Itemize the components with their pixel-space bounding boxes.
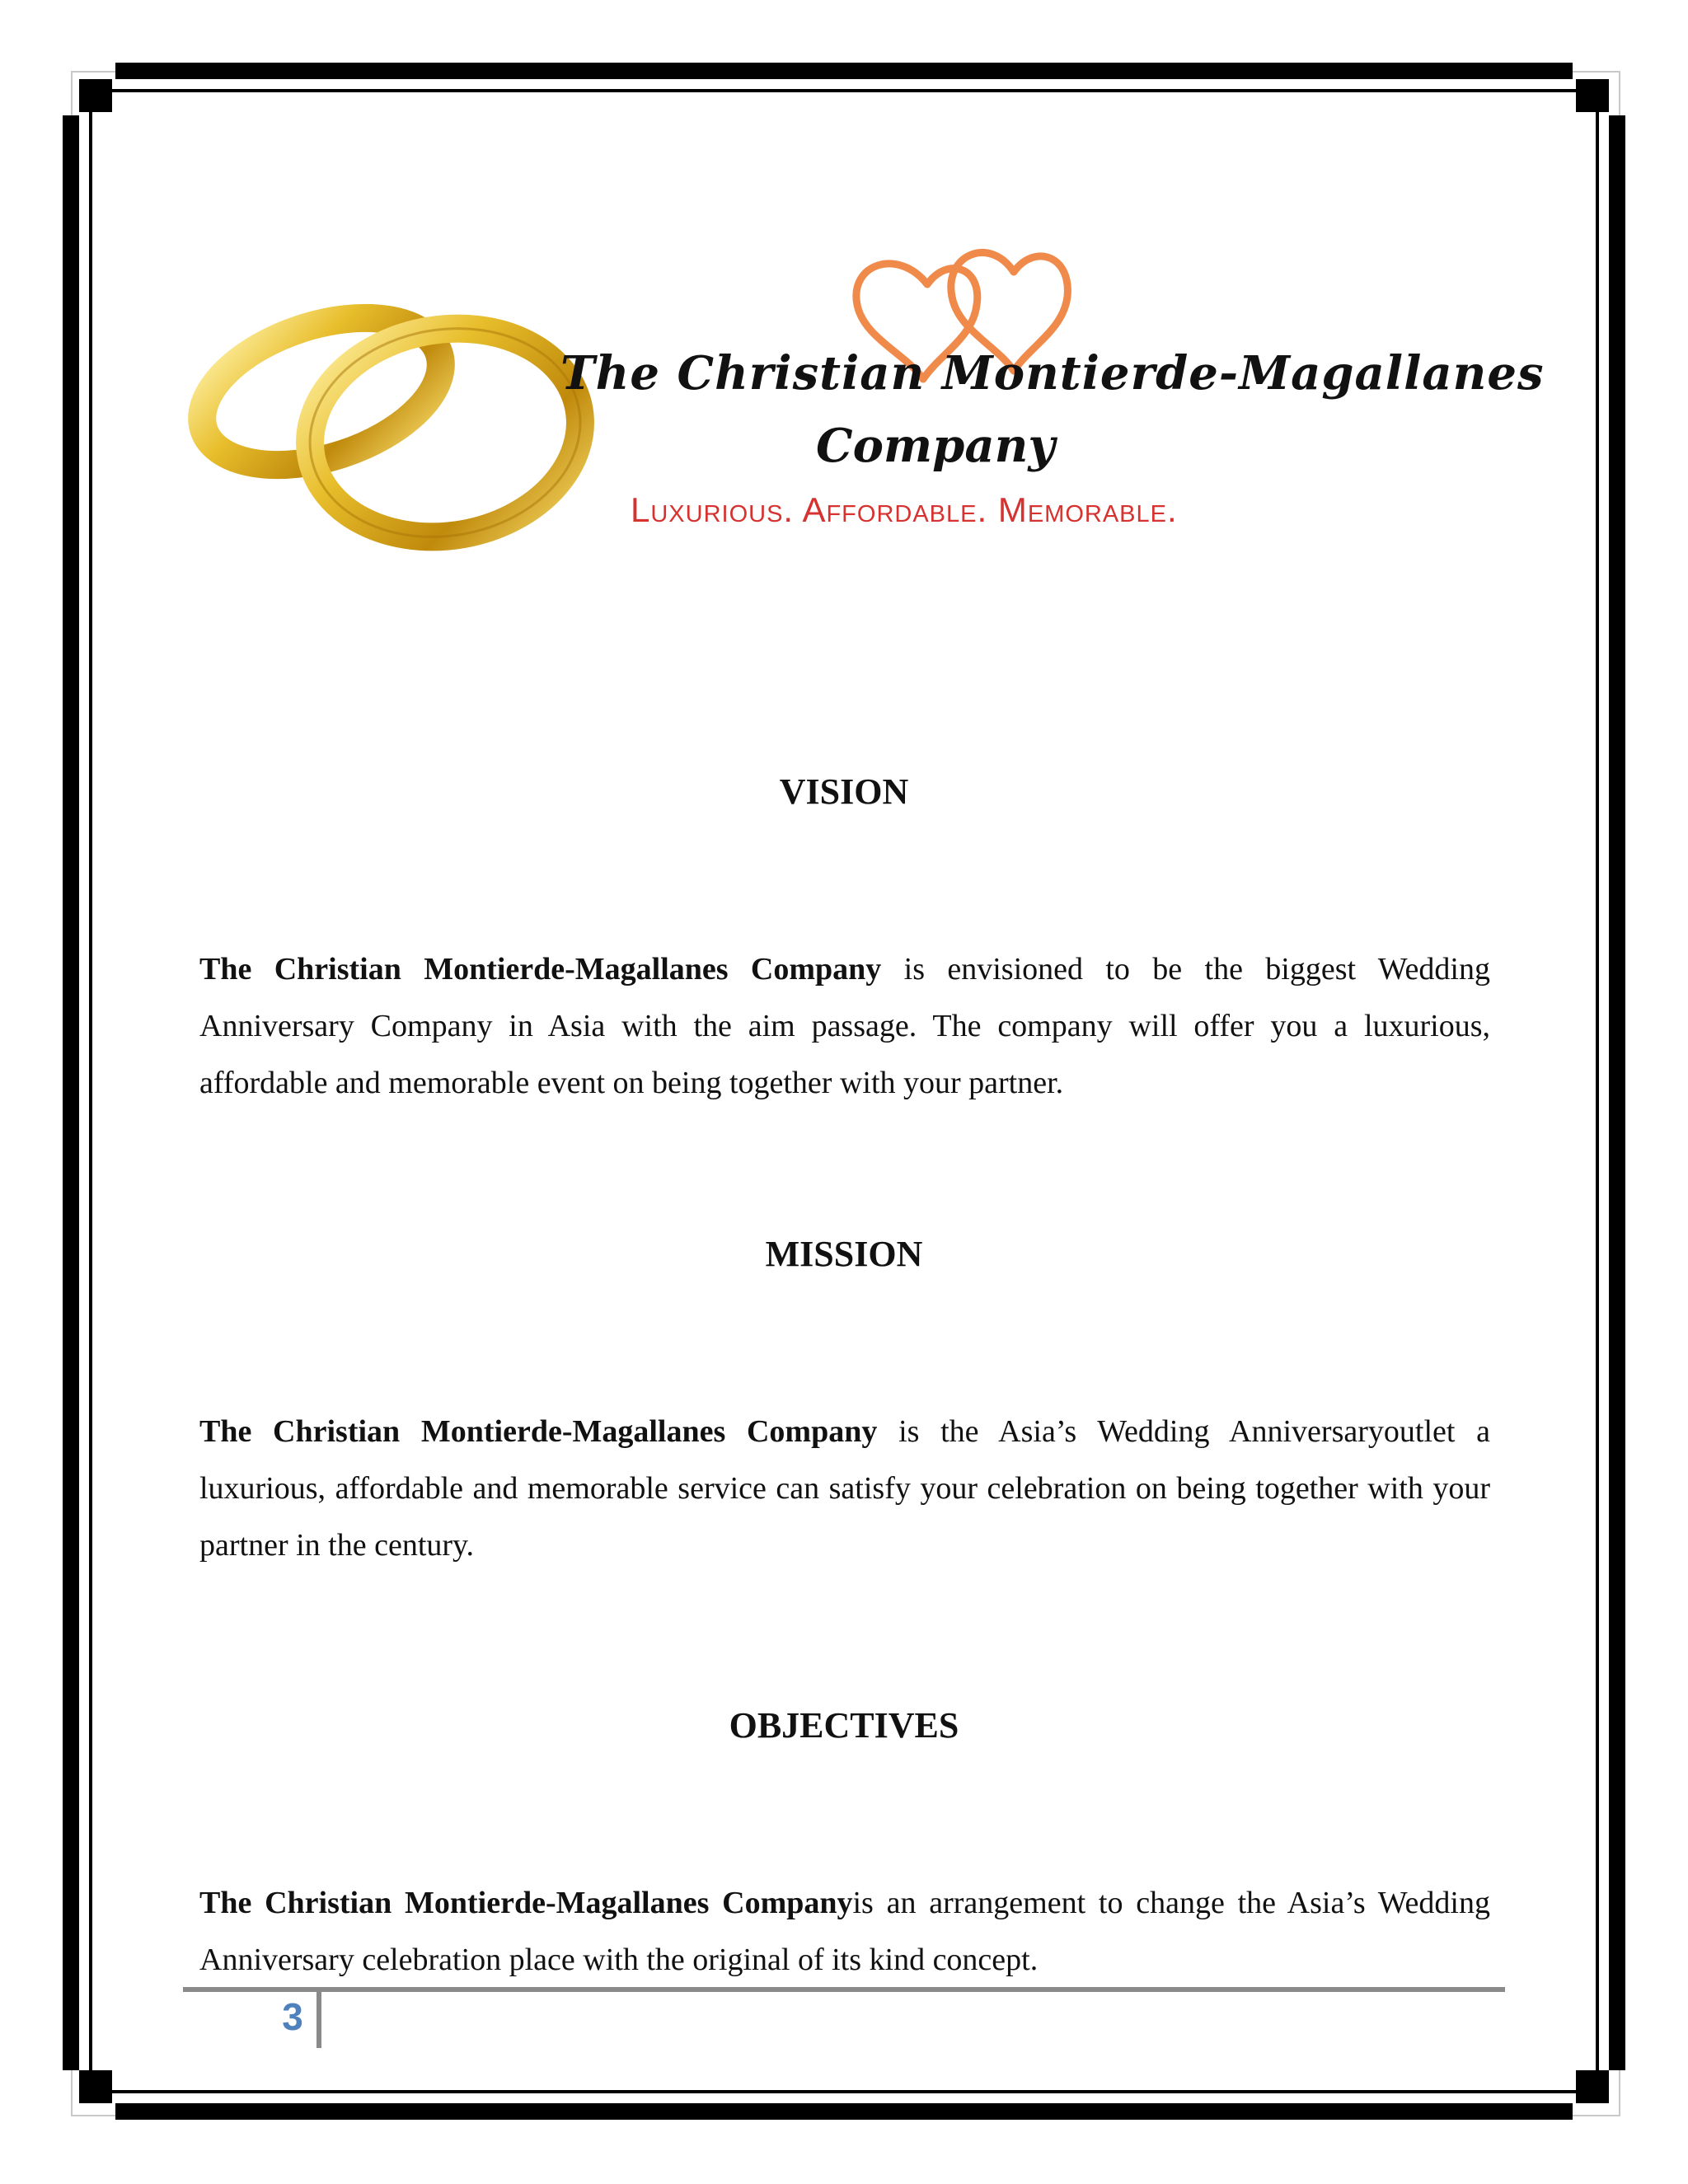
mission-paragraph <box>199 1404 1490 1574</box>
page-border-corner <box>79 79 112 112</box>
page-border-corner <box>1576 2070 1609 2103</box>
logo-graphics <box>181 239 1434 602</box>
company-logo <box>181 239 1545 602</box>
logo-company-name: The Christian Montierde-Magallanes <box>560 346 1545 401</box>
mission-company-name: The Christian Montierde-Magallanes Company <box>199 1414 878 1449</box>
page-border-inner-line <box>89 91 92 2092</box>
footer-rule <box>183 1987 1505 1992</box>
vision-heading: VISION <box>779 771 909 812</box>
wedding-rings-icon <box>184 291 598 558</box>
logo-tagline: Luxurious. Affordable. Memorable. <box>631 490 1178 529</box>
objectives-company-name: The Christian Montierde-Magallanes Company <box>199 1886 853 1920</box>
vision-text: is envisioned to be the biggest Wedding Anniversary Company in Asia with the aim passage. The company will offer you a luxurious, affordable and memorable event on being together with your partner. <box>199 952 1490 1100</box>
page-border-left <box>63 115 79 2070</box>
mission-heading: MISSION <box>765 1234 923 1274</box>
footer-divider <box>316 1992 321 2048</box>
page-border-inner-line <box>91 2090 1597 2093</box>
page-border-right <box>1609 115 1625 2070</box>
page-border-inner-line <box>91 89 1597 92</box>
page-border-inner-line <box>1596 91 1599 2092</box>
page-number: 3 <box>282 1995 303 2038</box>
objectives-text: is an arrangement to change the Asia’s Wedding Anniversary celebration place with the original of its kind concept. <box>199 1886 1490 1977</box>
page-border-bottom <box>115 2103 1573 2120</box>
vision-company-name: The Christian Montierde-Magallanes Company <box>199 952 882 987</box>
page-border-corner <box>79 2070 112 2103</box>
objectives-paragraph <box>199 1875 1490 1989</box>
objectives-heading: OBJECTIVES <box>729 1705 959 1746</box>
page-border-top <box>115 63 1573 79</box>
mission-text: is the Asia’s Wedding Anniversaryoutlet a luxurious, affordable and memorable service can satisfy your celebration on being together with your partner in the century. <box>199 1414 1491 1563</box>
vision-paragraph <box>199 941 1490 1112</box>
page-border-corner <box>1576 79 1609 112</box>
logo-company-word: Company <box>816 419 1055 473</box>
